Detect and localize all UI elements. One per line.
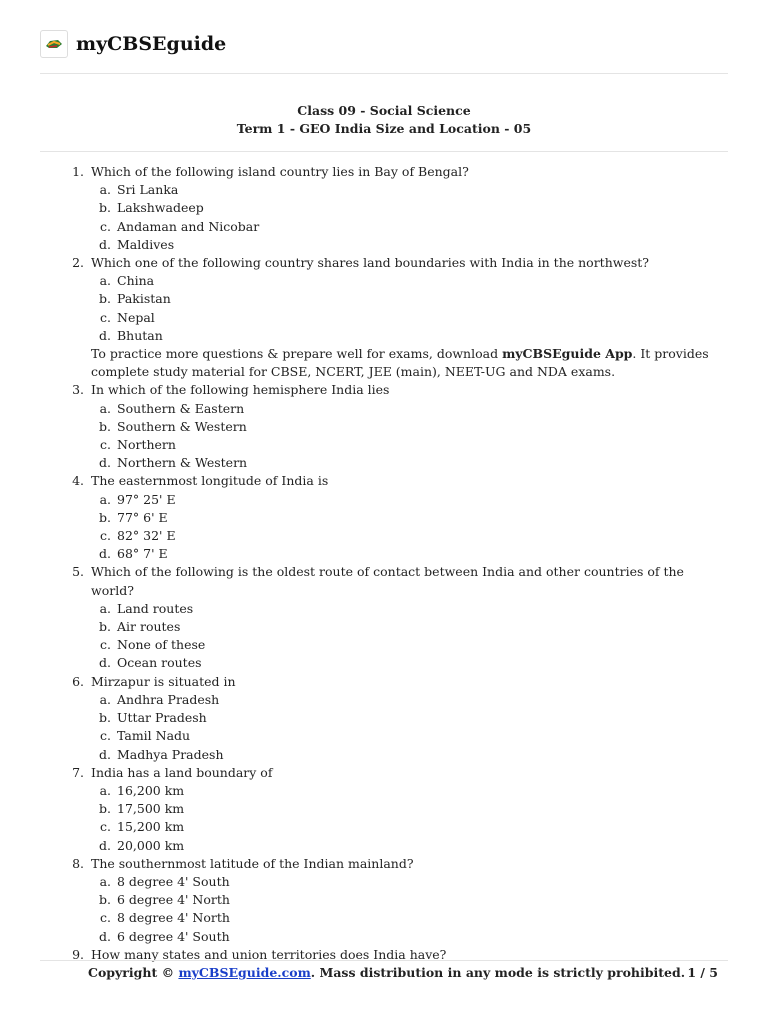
option-text: 6 degree 4' South bbox=[117, 928, 230, 944]
option-item bbox=[91, 928, 720, 946]
title-line-2: Term 1 - GEO India Size and Location - 05 bbox=[236, 121, 532, 136]
question-number: 1. bbox=[72, 164, 84, 179]
option-letter: c. bbox=[100, 910, 111, 926]
option-text: Uttar Pradesh bbox=[117, 710, 207, 726]
option-list bbox=[60, 491, 720, 564]
option-letter: a. bbox=[99, 182, 111, 198]
question-item bbox=[60, 946, 720, 964]
option-letter: b. bbox=[99, 801, 111, 817]
option-item bbox=[91, 691, 720, 709]
option-item bbox=[91, 491, 720, 509]
question-text: How many states and union territories does India have? bbox=[91, 946, 447, 962]
option-letter: a. bbox=[99, 400, 111, 416]
option-text: 20,000 km bbox=[117, 837, 185, 853]
option-letter: c. bbox=[100, 637, 111, 653]
option-letter: c. bbox=[100, 728, 111, 744]
option-text: Tamil Nadu bbox=[117, 728, 191, 744]
option-text: 16,200 km bbox=[117, 782, 185, 798]
option-item bbox=[91, 272, 720, 290]
option-item bbox=[91, 309, 720, 327]
question-number: 8. bbox=[72, 855, 84, 871]
question-text: In which of the following hemisphere India lies bbox=[91, 382, 390, 398]
option-text: Sri Lanka bbox=[117, 182, 179, 198]
logo-icon bbox=[40, 30, 68, 58]
option-item bbox=[91, 909, 720, 927]
option-item bbox=[91, 618, 720, 636]
option-item bbox=[91, 181, 720, 199]
option-letter: a. bbox=[99, 782, 111, 798]
question-list bbox=[60, 163, 720, 964]
option-item bbox=[91, 636, 720, 654]
option-letter: a. bbox=[99, 873, 111, 889]
option-text: 15,200 km bbox=[117, 819, 185, 835]
option-list bbox=[60, 782, 720, 855]
option-item bbox=[91, 509, 720, 527]
option-letter: d. bbox=[99, 928, 111, 944]
question-number: 7. bbox=[72, 764, 84, 780]
question-number: 4. bbox=[72, 473, 84, 489]
option-letter: a. bbox=[99, 600, 111, 616]
question-number: 6. bbox=[72, 673, 84, 689]
promo-text: To practice more questions & prepare well for exams, download bbox=[91, 346, 503, 362]
option-text: Southern & Eastern bbox=[117, 400, 245, 416]
option-item bbox=[91, 782, 720, 800]
question-text: Which of the following island country lies in Bay of Bengal? bbox=[91, 164, 469, 179]
option-text: China bbox=[117, 273, 155, 289]
option-list bbox=[60, 600, 720, 673]
question-number: 3. bbox=[72, 382, 84, 398]
option-letter: a. bbox=[99, 691, 111, 707]
option-list bbox=[60, 873, 720, 946]
page-number: 1 / 5 bbox=[687, 965, 718, 980]
option-item bbox=[91, 199, 720, 217]
option-letter: b. bbox=[99, 509, 111, 525]
option-list bbox=[60, 691, 720, 764]
option-letter: d. bbox=[99, 746, 111, 762]
option-text: Southern & Western bbox=[117, 418, 247, 434]
option-list bbox=[60, 400, 720, 473]
option-letter: d. bbox=[99, 327, 111, 343]
option-text: Air routes bbox=[117, 619, 181, 635]
option-text: Madhya Pradesh bbox=[117, 746, 224, 762]
option-text: Andhra Pradesh bbox=[117, 691, 220, 707]
option-letter: b. bbox=[99, 710, 111, 726]
option-letter: c. bbox=[100, 437, 111, 453]
footer-divider bbox=[40, 960, 728, 961]
question-item bbox=[60, 563, 720, 599]
option-letter: c. bbox=[100, 819, 111, 835]
option-letter: d. bbox=[99, 837, 111, 853]
option-list bbox=[60, 181, 720, 254]
question-item bbox=[60, 472, 720, 490]
question-item bbox=[60, 764, 720, 782]
option-item bbox=[91, 746, 720, 764]
option-text: 77° 6' E bbox=[117, 509, 168, 525]
question-item bbox=[60, 673, 720, 691]
document-title bbox=[0, 102, 768, 138]
option-letter: a. bbox=[99, 491, 111, 507]
promo-app-name: myCBSEguide App bbox=[502, 346, 633, 362]
option-text: 17,500 km bbox=[117, 801, 185, 817]
question-text: The easternmost longitude of India is bbox=[91, 473, 329, 489]
option-text: Pakistan bbox=[117, 291, 171, 307]
option-item bbox=[91, 891, 720, 909]
footer bbox=[88, 964, 718, 982]
option-item bbox=[91, 654, 720, 672]
option-letter: d. bbox=[99, 546, 111, 562]
question-number: 5. bbox=[72, 564, 84, 580]
question-text: Which one of the following country shares land boundaries with India in the northwest? bbox=[91, 255, 649, 271]
option-item bbox=[91, 218, 720, 236]
option-item bbox=[91, 709, 720, 727]
option-item bbox=[91, 290, 720, 308]
option-letter: d. bbox=[99, 236, 111, 252]
question-number: 9. bbox=[72, 946, 84, 962]
option-letter: a. bbox=[99, 273, 111, 289]
option-item bbox=[91, 327, 720, 345]
option-item bbox=[91, 818, 720, 836]
option-letter: c. bbox=[100, 218, 111, 234]
option-text: 68° 7' E bbox=[117, 546, 168, 562]
site-link[interactable]: myCBSEguide.com bbox=[178, 965, 311, 980]
question-text: Mirzapur is situated in bbox=[91, 673, 236, 689]
option-letter: d. bbox=[99, 455, 111, 471]
option-text: 97° 25' E bbox=[117, 491, 176, 507]
option-item bbox=[91, 545, 720, 563]
question-item bbox=[60, 855, 720, 873]
option-letter: b. bbox=[99, 619, 111, 635]
option-text: 8 degree 4' North bbox=[117, 910, 230, 926]
option-item bbox=[91, 418, 720, 436]
option-item bbox=[91, 600, 720, 618]
option-list bbox=[60, 272, 720, 345]
option-text: Lakshwadeep bbox=[117, 200, 204, 216]
option-text: 8 degree 4' South bbox=[117, 873, 230, 889]
option-item bbox=[91, 436, 720, 454]
option-letter: b. bbox=[99, 892, 111, 908]
question-item bbox=[60, 254, 720, 272]
question-item bbox=[60, 163, 720, 181]
option-item bbox=[91, 800, 720, 818]
option-item bbox=[91, 454, 720, 472]
option-item bbox=[91, 837, 720, 855]
question-text: Which of the following is the oldest route of contact between India and other countries of the world? bbox=[91, 564, 684, 598]
question-text: The southernmost latitude of the Indian mainland? bbox=[91, 855, 414, 871]
option-item bbox=[91, 727, 720, 745]
option-text: None of these bbox=[117, 637, 206, 653]
option-text: 6 degree 4' North bbox=[117, 892, 230, 908]
copyright-text: Copyright © bbox=[88, 965, 179, 980]
option-letter: c. bbox=[100, 309, 111, 325]
question-item bbox=[60, 381, 720, 399]
option-item bbox=[91, 527, 720, 545]
question-text: India has a land boundary of bbox=[91, 764, 273, 780]
copyright-notice: . Mass distribution in any mode is strictly prohibited. bbox=[310, 965, 686, 980]
option-letter: d. bbox=[99, 655, 111, 671]
promo-text-end: . It provides complete study material for CBSE, NCERT, JEE (main), NEET-UG and NDA exams. bbox=[91, 346, 709, 380]
option-text: Ocean routes bbox=[117, 655, 202, 671]
brand-name: myCBSEguide bbox=[76, 33, 227, 55]
question-number: 2. bbox=[72, 255, 84, 271]
site-header bbox=[40, 26, 226, 62]
option-letter: b. bbox=[99, 291, 111, 307]
title-line-1: Class 09 - Social Science bbox=[297, 103, 471, 118]
option-text: Land routes bbox=[117, 600, 194, 616]
title-divider bbox=[40, 151, 728, 152]
option-text: Nepal bbox=[117, 309, 155, 325]
option-letter: c. bbox=[100, 528, 111, 544]
option-letter: b. bbox=[99, 200, 111, 216]
option-text: Bhutan bbox=[117, 327, 163, 343]
option-letter: b. bbox=[99, 418, 111, 434]
option-item bbox=[91, 236, 720, 254]
option-text: Northern bbox=[117, 437, 176, 453]
option-text: Maldives bbox=[117, 236, 175, 252]
promo-paragraph bbox=[60, 345, 720, 381]
option-text: 82° 32' E bbox=[117, 528, 176, 544]
option-text: Northern & Western bbox=[117, 455, 248, 471]
option-text: Andaman and Nicobar bbox=[117, 218, 260, 234]
option-item bbox=[91, 400, 720, 418]
option-item bbox=[91, 873, 720, 891]
header-divider bbox=[40, 73, 728, 74]
